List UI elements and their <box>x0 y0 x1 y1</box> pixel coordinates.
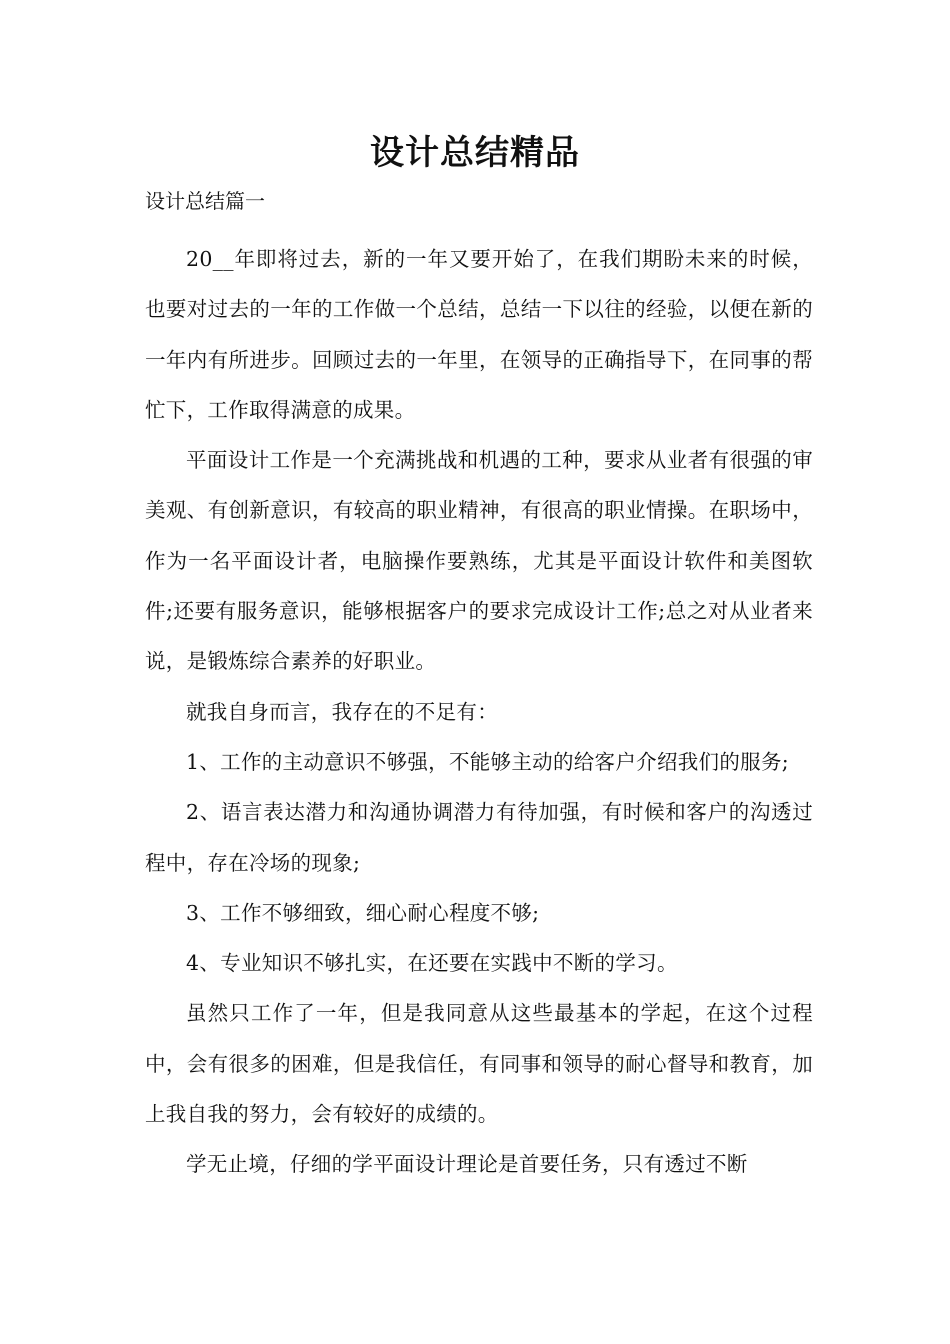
paragraph-shortcomings-intro: 就我自身而言，我存在的不足有： <box>186 699 498 724</box>
paragraph-job-description: 平面设计工作是一个充满挑战和机遇的工种，要求从业者有很强的审美观、有创新意识，有较高的职业精神，有很高的职业情操。在职场中，作为一名平面设计者，电脑操作要熟练，尤其是平面设计软件和美图软件;还要有服务意识，能够根据客户的要求完成设计工作;总之对从业者来说，是锻炼综合素养的好职业。 <box>145 448 813 674</box>
section-heading: 设计总结篇一 <box>145 189 265 213</box>
document-title: 设计总结精品 <box>370 133 580 173</box>
paragraph-outlook: 虽然只工作了一年，但是我同意从这些最基本的学起，在这个过程中，会有很多的困难，但是我信任，有同事和领导的耐心督导和教育，加上我自我的努力，会有较好的成绩的。 <box>145 1001 813 1127</box>
list-item-shortcoming-2: 2、语言表达潜力和沟通协调潜力有待加强，有时候和客户的沟透过程中，存在冷场的现象; <box>145 800 813 875</box>
list-item-shortcoming-3: 3、工作不够细致，细心耐心程度不够; <box>186 900 540 925</box>
document-body <box>145 234 813 1190</box>
paragraph-intro: 20__年即将过去，新的一年又要开始了，在我们期盼未来的时候，也要对过去的一年的工作做一个总结，总结一下以往的经验，以便在新的一年内有所进步。回顾过去的一年里，在领导的正确指导下，在同事的帮忙下，工作取得满意的成果。 <box>145 247 813 422</box>
list-item-shortcoming-4: 4、专业知识不够扎实，在还要在实践中不断的学习。 <box>186 951 678 976</box>
paragraph-learning: 学无止境，仔细的学平面设计理论是首要任务，只有透过不断 <box>186 1152 748 1177</box>
list-item-shortcoming-1: 1、工作的主动意识不够强，不能够主动的给客户介绍我们的服务; <box>186 749 789 774</box>
